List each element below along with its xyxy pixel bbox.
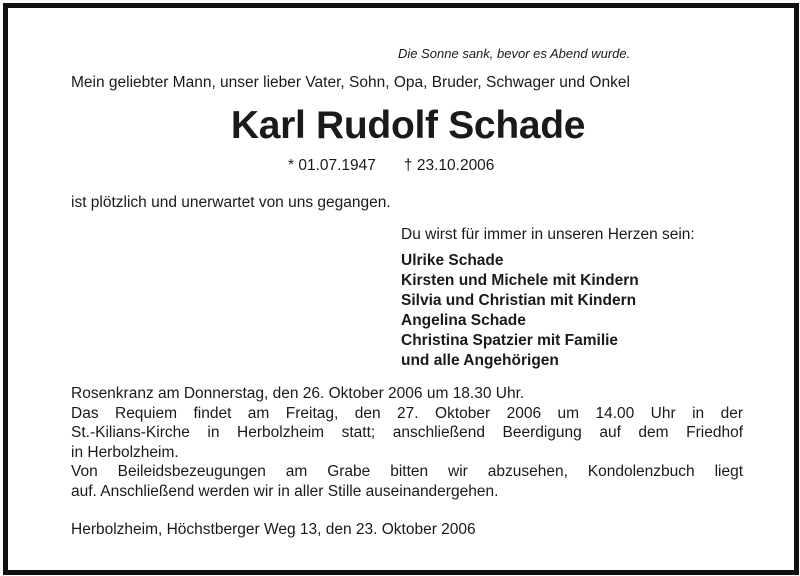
service-line: in Herbolzheim. [71,443,179,461]
service-line: Das Requiem findet am Freitag, den 27. Oktober 2006 um 14.00 Uhr in der [71,404,743,422]
mourner: Angelina Schade [401,312,526,329]
mourner: und alle Angehörigen [401,352,559,369]
motto: Die Sonne sank, bevor es Abend wurde. [398,46,631,61]
mourners-list [401,251,639,371]
intro-line: Mein geliebter Mann, unser lieber Vater, Sohn, Opa, Bruder, Schwager und Onkel [71,74,630,91]
service-line: Von Beileidsbezeugungen am Grabe bitten wir abzusehen, Kondolenzbuch liegt [71,463,743,480]
mourner: Kirsten und Michele mit Kindern [401,272,639,289]
life-dates [288,157,494,175]
deceased-name: Karl Rudolf Schade [230,104,586,147]
service-line: Rosenkranz am Donnerstag, den 26. Oktober 2006 um 18.30 Uhr. [71,385,525,402]
mourner: Ulrike Schade [401,252,504,269]
service-details [71,384,743,501]
service-line: auf. Anschließend werden wir in aller Stille auseinandergehen. [71,482,499,500]
obituary-frame [3,3,799,575]
service-line: St.-Kilians-Kirche in Herbolzheim statt; anschließend Beerdigung auf dem Friedhof [71,424,743,441]
death-date: † 23.10.2006 [403,157,495,174]
mourner: Christina Spatzier mit Familie [401,332,619,349]
hearts-line: Du wirst für immer in unseren Herzen sein: [401,226,695,243]
birth-date: * 01.07.1947 [288,157,376,174]
signoff: Herbolzheim, Höchstberger Weg 13, den 23. Oktober 2006 [71,521,476,538]
statement: ist plötzlich und unerwartet von uns gegangen. [71,194,391,211]
mourner: Silvia und Christian mit Kindern [401,292,637,309]
